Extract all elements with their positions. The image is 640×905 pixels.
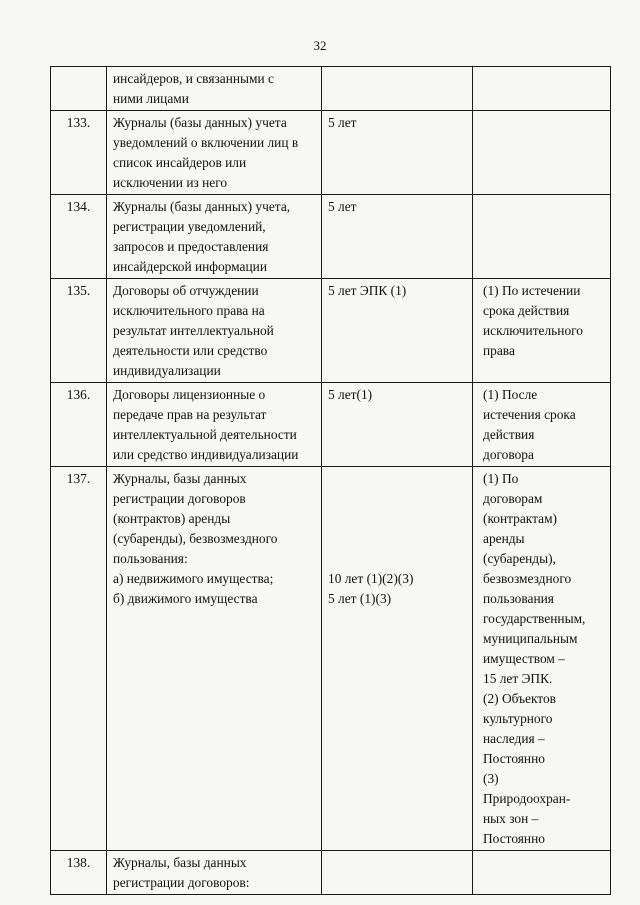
notes-line: права [483, 343, 515, 358]
retention-term-line: 5 лет [328, 115, 357, 130]
document-name-line: регистрации уведомлений, [113, 219, 266, 234]
notes-line: муниципальным [483, 631, 578, 646]
notes-line: государственным, [483, 611, 586, 626]
table-row [51, 195, 611, 279]
document-name-line: регистрации договоров [113, 491, 246, 506]
document-name-line: или средство индивидуализации [113, 447, 299, 462]
retention-term [322, 851, 473, 895]
document-name-line: Договоры об отчуждении [113, 283, 259, 298]
document-name-line: б) движимого имущества [113, 591, 258, 606]
table-row [51, 851, 611, 895]
document-name-line: ними лицами [113, 91, 189, 106]
notes [473, 67, 611, 111]
document-name-line: инсайдерской информации [113, 259, 267, 274]
notes-line: (1) После [483, 387, 538, 402]
retention-term-line: 10 лет (1)(2)(3) [328, 571, 414, 586]
retention-table [50, 66, 611, 895]
notes-line: ных зон – [483, 811, 539, 826]
notes-line: имуществом – [483, 651, 565, 666]
row-number: 133. [51, 111, 107, 195]
document-name-line: Журналы (базы данных) учета [113, 115, 287, 130]
document-name-line: пользования: [113, 551, 188, 566]
notes-line: 15 лет ЭПК. [483, 671, 553, 686]
row-number: 135. [51, 279, 107, 383]
document-name-line: уведомлений о включении лиц в [113, 135, 299, 150]
notes-line: (2) Объектов [483, 691, 557, 706]
retention-term [322, 279, 473, 383]
document-name-line: результат интеллектуальной [113, 323, 274, 338]
document-name [107, 111, 322, 195]
notes-line: (1) По истечении [483, 283, 581, 298]
notes-line: Постоянно [483, 751, 545, 766]
notes-line: культурного [483, 711, 553, 726]
row-number: 137. [51, 467, 107, 851]
table-row [51, 67, 611, 111]
retention-term [322, 467, 473, 851]
table-row [51, 279, 611, 383]
notes-line: Постоянно [483, 831, 545, 846]
retention-term-line: 5 лет(1) [328, 387, 373, 402]
retention-term [322, 383, 473, 467]
notes-line: (3) [483, 771, 499, 786]
document-name [107, 467, 322, 851]
document-name-line: Журналы (базы данных) учета, [113, 199, 291, 214]
document-name-line: (контрактов) аренды [113, 511, 231, 526]
document-name-line: запросов и предоставления [113, 239, 269, 254]
document-name-line: регистрации договоров: [113, 875, 250, 890]
document-name-line: деятельности или средство [113, 343, 268, 358]
notes [473, 851, 611, 895]
retention-term [322, 67, 473, 111]
notes-line: пользования [483, 591, 554, 606]
notes-line: (субаренды), [483, 551, 556, 566]
notes-line: действия [483, 427, 535, 442]
notes-line: договорам [483, 491, 543, 506]
document-name-line: список инсайдеров или [113, 155, 247, 170]
row-number [51, 67, 107, 111]
row-number: 136. [51, 383, 107, 467]
notes-line: срока действия [483, 303, 570, 318]
notes [473, 383, 611, 467]
document-name-line: (субаренды), безвозмездного [113, 531, 278, 546]
document-name-line: Журналы, базы данных [113, 855, 247, 870]
retention-term [322, 195, 473, 279]
document-name-line: передаче прав на результат [113, 407, 267, 422]
document-name-line: исключении из него [113, 175, 228, 190]
notes-line: Природоохран- [483, 791, 571, 806]
notes-line: (1) По [483, 471, 519, 486]
retention-term [322, 111, 473, 195]
row-number: 134. [51, 195, 107, 279]
page-number: 32 [313, 38, 327, 53]
document-name-line: а) недвижимого имущества; [113, 571, 274, 586]
document-name [107, 279, 322, 383]
notes [473, 195, 611, 279]
retention-term-line: 5 лет [328, 199, 357, 214]
notes [473, 467, 611, 851]
table-row [51, 467, 611, 851]
document-name-line: исключительного права на [113, 303, 265, 318]
row-number: 138. [51, 851, 107, 895]
document-name-line: Журналы, базы данных [113, 471, 247, 486]
notes-line: истечения срока [483, 407, 576, 422]
document-name [107, 383, 322, 467]
document-name-line: Договоры лицензионные о [113, 387, 266, 402]
retention-term-line: 5 лет (1)(3) [328, 591, 392, 606]
notes-line: (контрактам) [483, 511, 558, 526]
table-row [51, 111, 611, 195]
document-name-line: инсайдеров, и связанными с [113, 71, 274, 86]
document-name-line: интеллектуальной деятельности [113, 427, 297, 442]
notes-line: исключительного [483, 323, 583, 338]
notes [473, 279, 611, 383]
document-name [107, 195, 322, 279]
notes-line: аренды [483, 531, 525, 546]
notes-line: договора [483, 447, 534, 462]
notes-line: безвозмездного [483, 571, 572, 586]
document-name [107, 851, 322, 895]
notes-line: наследия – [483, 731, 545, 746]
document-name-line: индивидуализации [113, 363, 221, 378]
retention-term-line: 5 лет ЭПК (1) [328, 283, 407, 298]
table-row [51, 383, 611, 467]
document-name [107, 67, 322, 111]
notes [473, 111, 611, 195]
